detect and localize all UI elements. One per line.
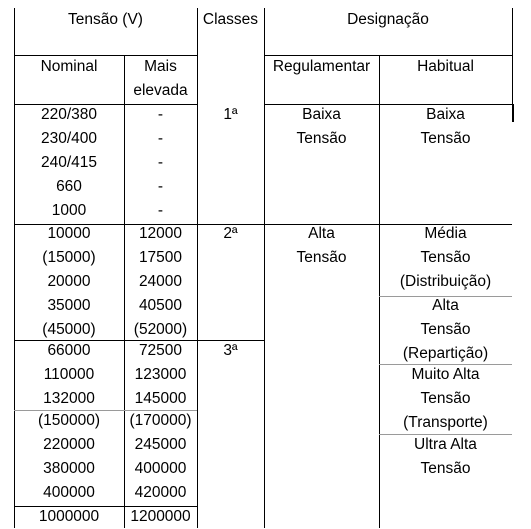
mais-elevada-value: 17500: [138, 249, 183, 266]
header-mais-elevada-2: elevada: [133, 82, 188, 99]
header-habitual: Habitual: [417, 58, 474, 75]
mais-elevada-value: -: [157, 154, 164, 171]
nominal-value: 220000: [43, 436, 95, 453]
mais-elevada-value: 1200000: [130, 508, 191, 525]
nominal-value: (150000): [37, 412, 101, 429]
class-3-habitual-a-2: Tensão: [420, 390, 471, 407]
class-2-habitual-a-1: Média: [424, 225, 467, 242]
header-mais-elevada-1: Mais: [144, 58, 177, 75]
nominal-value: 10000: [47, 225, 91, 242]
nominal-value: 110000: [43, 366, 95, 383]
class-3-habitual-b-1: Ultra Alta: [414, 436, 477, 453]
class-1-label: 1ª: [223, 106, 238, 123]
class-1-habitual-1: Baixa: [426, 106, 465, 123]
class-2-habitual-b-2: Tensão: [420, 321, 471, 338]
mais-elevada-value: (52000): [133, 321, 188, 338]
class-3-habitual-a-1: Muito Alta: [411, 366, 480, 383]
border-right-mark: [512, 104, 514, 122]
mais-elevada-value: -: [157, 178, 164, 195]
nominal-value: (45000): [42, 321, 96, 338]
class-3-habitual-b-2: Tensão: [420, 460, 471, 477]
mais-elevada-value: 245000: [134, 436, 187, 453]
nominal-value: 66000: [47, 342, 91, 359]
nominal-value: 230/400: [40, 130, 98, 147]
class-2-regulamentar-2: Tensão: [296, 249, 347, 266]
nominal-value: (15000): [42, 249, 96, 266]
mais-elevada-value: 400000: [134, 460, 187, 477]
nominal-value: 1000000: [38, 508, 100, 525]
header-tensao: Tensão (V): [68, 11, 143, 28]
mais-elevada-value: 145000: [134, 390, 187, 407]
class-2-label: 2ª: [223, 225, 238, 242]
mais-elevada-value: 40500: [138, 297, 183, 314]
nominal-value: 240/415: [40, 154, 98, 171]
nominal-value: 20000: [47, 273, 91, 290]
class-2-habitual-b-3: (Repartição): [402, 345, 489, 362]
nominal-value: 400000: [43, 484, 95, 501]
class-3-habitual-a-3: (Transporte): [403, 414, 488, 431]
nominal-value: 380000: [43, 460, 95, 477]
nominal-value: 35000: [47, 297, 91, 314]
nominal-value: 132000: [43, 390, 95, 407]
header-regulamentar: Regulamentar: [272, 58, 371, 75]
mais-elevada-value: 12000: [138, 225, 183, 242]
header-classes: Classes: [202, 11, 259, 28]
mais-elevada-value: (170000): [129, 412, 192, 429]
nominal-value: 220/380: [40, 106, 98, 123]
nominal-value: 660: [56, 178, 82, 195]
class-2-habitual-a-3: (Distribuição): [399, 273, 492, 290]
class-2-regulamentar-1: Alta: [308, 225, 335, 242]
mais-elevada-value: -: [157, 130, 164, 147]
class-3-label: 3ª: [223, 342, 238, 359]
divider-tensao-classes: [197, 8, 198, 528]
mais-elevada-value: -: [157, 106, 164, 123]
mais-elevada-value: 123000: [134, 366, 187, 383]
mais-elevada-value: 420000: [134, 484, 187, 501]
header-designacao: Designação: [347, 11, 429, 28]
border-right: [512, 8, 513, 104]
header-nominal: Nominal: [40, 58, 98, 75]
mais-elevada-value: -: [157, 202, 164, 219]
class-1-regulamentar-1: Baixa: [302, 106, 341, 123]
mais-elevada-value: 72500: [138, 342, 183, 359]
mais-elevada-value: 24000: [138, 273, 183, 290]
class-1-regulamentar-2: Tensão: [296, 130, 347, 147]
class-2-habitual-b-1: Alta: [432, 297, 459, 314]
class-1-habitual-2: Tensão: [420, 130, 471, 147]
class-2-habitual-a-2: Tensão: [420, 249, 471, 266]
nominal-value: 1000: [51, 202, 87, 219]
